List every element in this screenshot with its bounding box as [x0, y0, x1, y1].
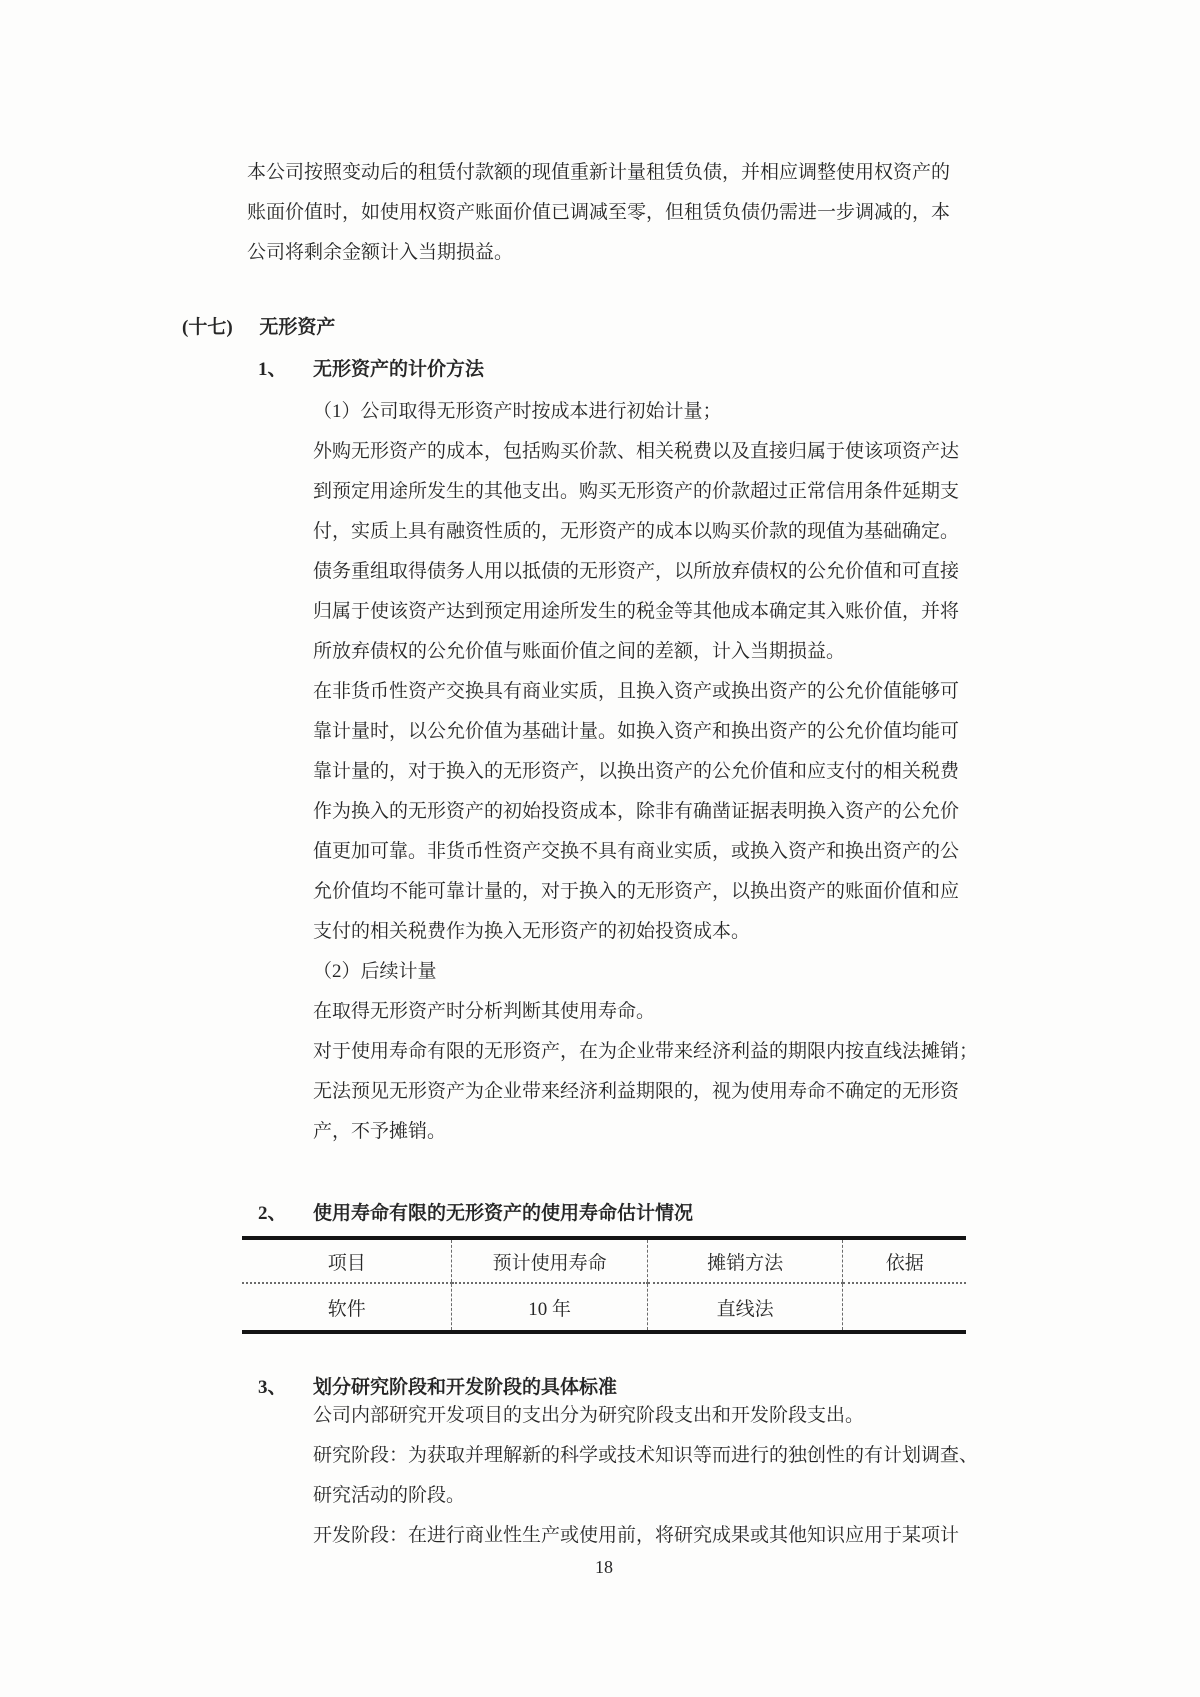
text-line: 值更加可靠。非货币性资产交换不具有商业实质，或换入资产和换出资产的公	[313, 841, 960, 862]
text-line: 对于使用寿命有限的无形资产，在为企业带来经济利益的期限内按直线法摊销；	[313, 1041, 979, 1062]
intro-line: 公司将剩余金额计入当期损益。	[247, 242, 514, 263]
intro-line: 账面价值时，如使用权资产账面价值已调减至零，但租赁负债仍需进一步调减的，本	[247, 202, 951, 223]
text-line: 无法预见无形资产为企业带来经济利益期限的，视为使用寿命不确定的无形资	[313, 1081, 960, 1102]
section-title: 无形资产	[259, 317, 336, 338]
text-line: 作为换入的无形资产的初始投资成本，除非有确凿证据表明换入资产的公允价	[313, 801, 960, 822]
text-line: 在取得无形资产时分析判断其使用寿命。	[313, 1001, 656, 1022]
subsection-1-number: 1、	[258, 359, 287, 380]
text-line: 公司内部研究开发项目的支出分为研究阶段支出和开发阶段支出。	[313, 1405, 865, 1426]
subsection-2-number: 2、	[258, 1203, 287, 1224]
text-line: 研究阶段：为获取并理解新的科学或技术知识等而进行的独创性的有计划调查、	[313, 1445, 979, 1466]
text-line: 研究活动的阶段。	[313, 1485, 466, 1506]
text-line: 靠计量时，以公允价值为基础计量。如换入资产和换出资产的公允价值均能可	[313, 721, 960, 742]
text-line: 支付的相关税费作为换入无形资产的初始投资成本。	[313, 921, 751, 942]
subsection-3-number: 3、	[258, 1377, 287, 1398]
subsection-1-heading	[0, 350, 1200, 390]
text-line: 产，不予摊销。	[313, 1121, 447, 1142]
text-line: 外购无形资产的成本，包括购买价款、相关税费以及直接归属于使该项资产达	[313, 441, 960, 462]
text-line: 允价值均不能可靠计量的，对于换入的无形资产，以换出资产的账面价值和应	[313, 881, 960, 902]
text-line: （2）后续计量	[313, 961, 437, 982]
text-line: 靠计量的，对于换入的无形资产，以换出资产的公允价值和应支付的相关税费	[313, 761, 960, 782]
text-line: 开发阶段：在进行商业性生产或使用前，将研究成果或其他知识应用于某项计	[313, 1525, 960, 1546]
table-row	[242, 1283, 966, 1332]
section-label: (十七)	[182, 317, 233, 338]
table-cell-item: 软件	[327, 1298, 366, 1320]
subsection-2-title: 使用寿命有限的无形资产的使用寿命估计情况	[313, 1203, 694, 1224]
subsection-3-title: 划分研究阶段和开发阶段的具体标准	[313, 1377, 618, 1398]
table-cell-life: 10 年	[452, 1283, 647, 1332]
intro-paragraph	[247, 153, 987, 273]
subsection-3-body	[313, 1396, 993, 1556]
text-line: 归属于使该资产达到预定用途所发生的税金等其他成本确定其入账价值，并将	[313, 601, 960, 622]
text-line: 到预定用途所发生的其他支出。购买无形资产的价款超过正常信用条件延期支	[313, 481, 960, 502]
page-number: 18	[595, 1557, 613, 1577]
table-header-row	[242, 1238, 966, 1283]
table-cell-method: 直线法	[647, 1283, 842, 1332]
subsection-2-heading	[0, 1194, 1200, 1234]
text-line: 付，实质上具有融资性质的，无形资产的成本以购买价款的现值为基础确定。	[313, 521, 960, 542]
text-line: 债务重组取得债务人用以抵债的无形资产，以所放弃债权的公允价值和可直接	[313, 561, 960, 582]
useful-life-table	[242, 1236, 966, 1334]
table-cell-basis	[843, 1283, 966, 1332]
text-line: 所放弃债权的公允价值与账面价值之间的差额，计入当期损益。	[313, 641, 846, 662]
table-header-method: 摊销方法	[647, 1238, 842, 1283]
table-header-item: 项目	[242, 1238, 452, 1283]
text-line: 在非货币性资产交换具有商业实质，且换入资产或换出资产的公允价值能够可	[313, 681, 960, 702]
subsection-1-body	[313, 392, 993, 1152]
text-line: （1）公司取得无形资产时按成本进行初始计量；	[313, 401, 722, 422]
table-header-life: 预计使用寿命	[452, 1238, 647, 1283]
intro-line: 本公司按照变动后的租赁付款额的现值重新计量租赁负债，并相应调整使用权资产的	[247, 162, 951, 183]
table-header-basis: 依据	[843, 1238, 966, 1283]
section-heading	[182, 308, 335, 348]
subsection-1-title: 无形资产的计价方法	[313, 359, 485, 380]
